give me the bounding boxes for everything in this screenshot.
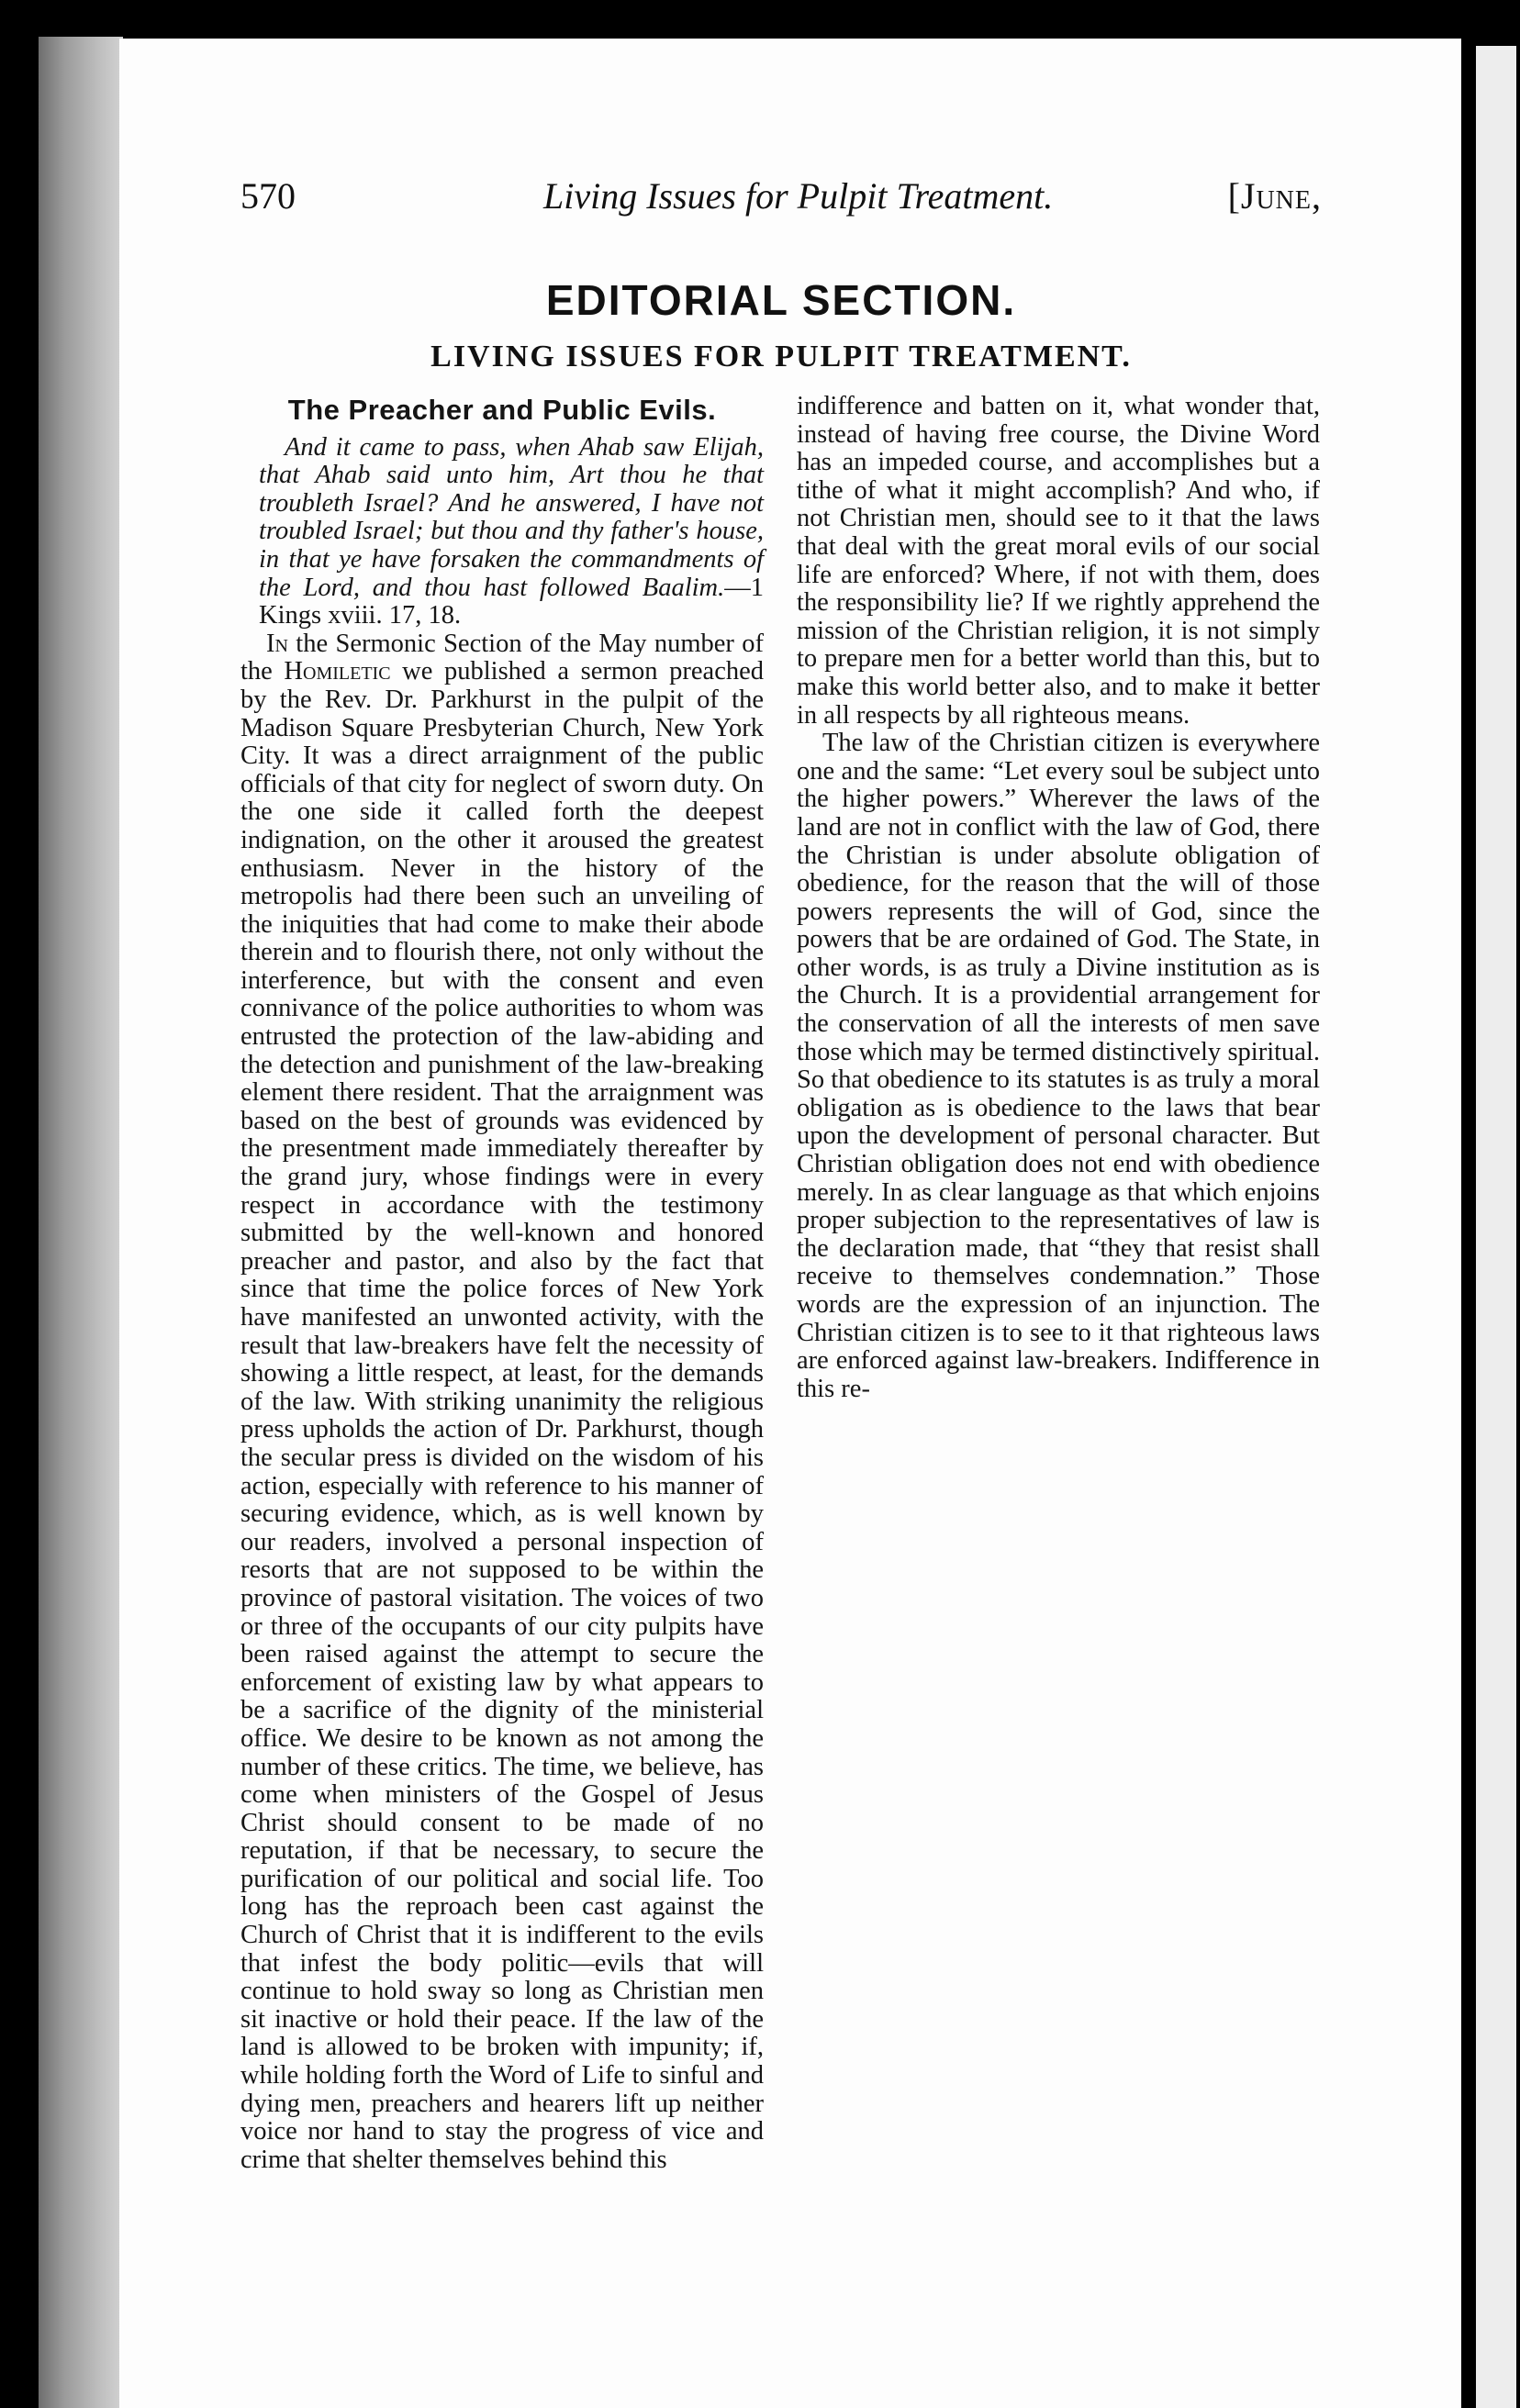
- page-number: 570: [240, 175, 296, 217]
- issue-month: [June,: [1227, 175, 1322, 217]
- article-title: The Preacher and Public Evils.: [287, 394, 717, 426]
- section-title: EDITORIAL SECTION.: [545, 276, 1017, 324]
- epigraph: [240, 434, 764, 630]
- epigraph-reference: —1 Kings xviii. 17, 18.: [259, 573, 764, 630]
- running-header: [240, 174, 1322, 229]
- subsection-title: LIVING ISSUES FOR PULPIT TREATMENT.: [430, 340, 1132, 373]
- epigraph-text: And it came to pass, when Ahab saw Elijah, that Ahab said unto him, Art thou he that troubleth Israel? And he answered, I have not troubled Israel; but thou and thy father's house, in that ye have forsaken the commandments of the Lord, and thou hast followed Baalim.: [259, 432, 764, 602]
- paragraph-1-part-a: the Sermonic Section of the May number of the: [240, 629, 764, 686]
- book-binding: [39, 37, 123, 2408]
- paragraph-2: The law of the Christian citizen is everywhere one and the same: “Let every soul be subject unto the higher powers.” Wherever the laws of the land are not in conflict with the law of God, there the Christian is under absolute obligation of obedience, for the reason that the will of those powers represents the will of God, since the powers that be are ordained of God. The State, in other words, is as truly a Divine institution as is the Church. It is a providential arrangement for the conservation of all the interests of men save those which may be termed distinctively spiritual. So that obedience to its statutes is as truly a moral obligation as is obedience to the laws that bear upon the development of personal character. But Christian obligation does not end with obedience merely. In as clear language as that which enjoins proper subjection to the representatives of law is the declaration made, that “they that resist shall receive to themselves condemnation.” Those words are the expression of an injunction. The Christian citizen is to see to it that righteous laws are enforced against law-breakers. Indifference in this re-: [797, 729, 1320, 1403]
- running-title: Living Issues for Pulpit Treatment.: [543, 175, 1054, 217]
- homiletic-title: Homiletic: [284, 657, 391, 686]
- paragraph-lead: In: [266, 629, 288, 658]
- left-column: [240, 393, 764, 2174]
- next-page-edge: [1476, 46, 1516, 2408]
- paragraph-1-continued: indifference and batten on it, what wonder that, instead of having free course, the Divine Word has an impeded course, and accomplishes but a tithe of what it might accomplish? And who, if not Christian men, should see to it that the laws that deal with the great moral evils of our social life are enforced? Where, if not with them, does the responsibility lie? If we rightly apprehend the mission of the Christian religion, it is not simply to prepare men for a better world than this, but to make this world better also, and to make it better in all respects by all righteous means.: [797, 392, 1320, 730]
- paragraph-1-part-b: we published a sermon preached by the Rev. Dr. Parkhurst in the pulpit of the Madison Square Presbyterian Church, New York City. It was a direct arraignment of the public officials of that city for neglect of sworn duty. On the one side it called forth the deepest indignation, on the other it aroused the greatest enthusiasm. Never in the history of the metropolis had there been such an unveiling of the iniquities that had come to make their abode therein and to flourish there, not only without the interference, but with the consent and even connivance of the police authorities to whom was entrusted the protection of the law-abiding and the detection and punishment of the law-breaking element there resident. That the arraignment was based on the best of grounds was evidenced by the presentment made immediately thereafter by the grand jury, whose findings were in every respect in accordance with the testimony submitted by the well-known and honored preacher and pastor, and also by the fact that since that time the police forces of New York have manifested an unwonted activity, with the result that law-breakers have felt the necessity of showing a little respect, at least, for the demands of the law. With striking unanimity the religious press upholds the action of Dr. Parkhurst, though the secular press is divided on the wisdom of his action, especially with reference to his manner of securing evidence, which, as is well known by our readers, involved a personal inspection of resorts that are not supposed to be within the province of pastoral visitation. The voices of two or three of the occupants of our city pulpits have been raised against the attempt to secure the enforcement of existing law by what appears to be a sacrifice of the dignity of the ministerial office. We desire to be known as not among the number of these critics. The time, we believe, has come when ministers of the Gospel of Jesus Christ should consent to be made of no reputation, if that be necessary, to secure the purification of our political and social life. Too long has the reproach been cast against the Church of Christ that it is indifferent to the evils that infest the body politic—evils that will continue to hold sway so long as Christian men sit inactive or hold their peace. If the law of the land is allowed to be broken with impunity; if, while holding forth the Word of Life to sinful and dying men, preachers and hearers lift up neither voice nor hand to stay the progress of vice and crime that shelter themselves behind this: [240, 657, 764, 2174]
- paragraph-1: [240, 630, 764, 2175]
- right-column: [797, 393, 1320, 1403]
